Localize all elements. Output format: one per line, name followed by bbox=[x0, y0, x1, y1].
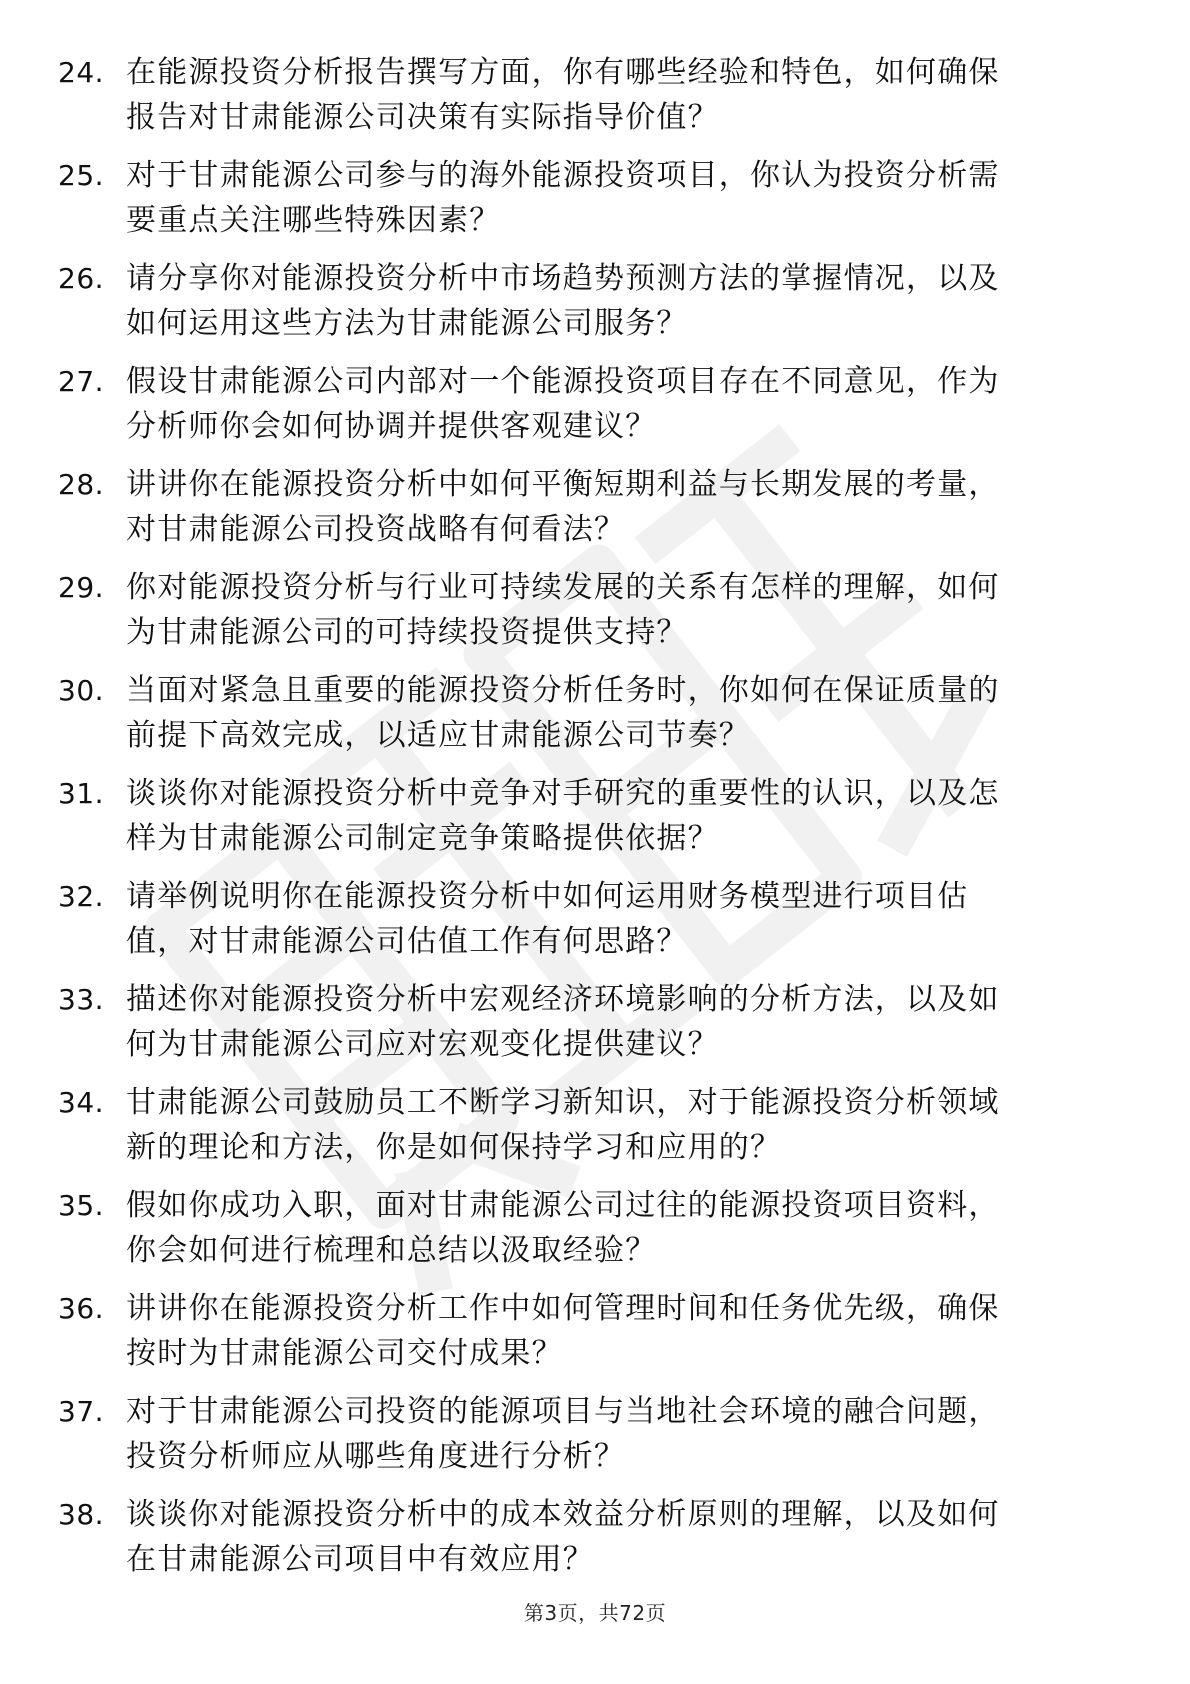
question-number: 26. bbox=[58, 262, 105, 295]
question-number: 28. bbox=[58, 468, 105, 501]
question-number: 24. bbox=[58, 56, 105, 89]
question-number: 32. bbox=[58, 880, 105, 913]
question-line: 甘肃能源公司鼓励员工不断学习新知识，对于能源投资分析领域 bbox=[126, 1085, 1000, 1120]
question-number: 37. bbox=[58, 1395, 105, 1428]
question-number: 31. bbox=[58, 777, 105, 810]
question-text bbox=[126, 565, 1126, 655]
question-number: 30. bbox=[58, 674, 105, 707]
question-line: 请分享你对能源投资分析中市场趋势预测方法的掌握情况，以及 bbox=[126, 261, 1000, 296]
question-item bbox=[58, 1389, 1128, 1492]
question-line: 请举例说明你在能源投资分析中如何运用财务模型进行项目估 bbox=[126, 879, 969, 914]
question-text bbox=[126, 771, 1126, 861]
question-line: 按时为甘肃能源公司交付成果？ bbox=[126, 1336, 563, 1371]
question-number: 25. bbox=[58, 159, 105, 192]
question-text bbox=[126, 462, 1126, 552]
question-line: 在能源投资分析报告撰写方面，你有哪些经验和特色，如何确保 bbox=[126, 55, 1000, 90]
question-line: 在甘肃能源公司项目中有效应用？ bbox=[126, 1542, 594, 1577]
question-line: 描述你对能源投资分析中宏观经济环境影响的分析方法，以及如 bbox=[126, 982, 1000, 1017]
question-item bbox=[58, 977, 1128, 1080]
question-line: 投资分析师应从哪些角度进行分析？ bbox=[126, 1439, 626, 1474]
question-line: 对于甘肃能源公司参与的海外能源投资项目，你认为投资分析需 bbox=[126, 158, 1000, 193]
question-item bbox=[58, 874, 1128, 977]
question-text bbox=[126, 1389, 1126, 1479]
question-text bbox=[126, 977, 1126, 1067]
question-line: 假设甘肃能源公司内部对一个能源投资项目存在不同意见，作为 bbox=[126, 364, 1000, 399]
question-number: 33. bbox=[58, 983, 105, 1016]
question-number: 35. bbox=[58, 1189, 105, 1222]
question-text bbox=[126, 50, 1126, 140]
question-text bbox=[126, 874, 1126, 964]
question-line: 分析师你会如何协调并提供客观建议？ bbox=[126, 409, 657, 444]
question-item bbox=[58, 1286, 1128, 1389]
question-line: 谈谈你对能源投资分析中竞争对手研究的重要性的认识，以及怎 bbox=[126, 776, 1000, 811]
question-text bbox=[126, 668, 1126, 758]
question-item bbox=[58, 256, 1128, 359]
question-line: 新的理论和方法，你是如何保持学习和应用的？ bbox=[126, 1130, 782, 1165]
question-item bbox=[58, 359, 1128, 462]
question-text bbox=[126, 1183, 1126, 1273]
question-number: 38. bbox=[58, 1498, 105, 1531]
question-line: 对于甘肃能源公司投资的能源项目与当地社会环境的融合问题， bbox=[126, 1394, 1000, 1429]
question-number: 27. bbox=[58, 365, 105, 398]
question-text bbox=[126, 153, 1126, 243]
question-line: 你对能源投资分析与行业可持续发展的关系有怎样的理解，如何 bbox=[126, 570, 1000, 605]
question-number: 34. bbox=[58, 1086, 105, 1119]
question-item bbox=[58, 668, 1128, 771]
question-item bbox=[58, 1080, 1128, 1183]
question-line: 何为甘肃能源公司应对宏观变化提供建议？ bbox=[126, 1027, 719, 1062]
question-item bbox=[58, 153, 1128, 256]
question-line: 讲讲你在能源投资分析工作中如何管理时间和任务优先级，确保 bbox=[126, 1291, 1000, 1326]
question-text bbox=[126, 1492, 1126, 1582]
question-line: 讲讲你在能源投资分析中如何平衡短期利益与长期发展的考量， bbox=[126, 467, 1000, 502]
question-number: 36. bbox=[58, 1292, 105, 1325]
question-line: 为甘肃能源公司的可持续投资提供支持？ bbox=[126, 615, 688, 650]
question-item bbox=[58, 565, 1128, 668]
question-item bbox=[58, 1183, 1128, 1286]
question-line: 你会如何进行梳理和总结以汲取经验？ bbox=[126, 1233, 657, 1268]
question-line: 值，对甘肃能源公司估值工作有何思路？ bbox=[126, 924, 688, 959]
question-list bbox=[58, 50, 1128, 1595]
question-line: 要重点关注哪些特殊因素？ bbox=[126, 203, 501, 238]
question-line: 前提下高效完成，以适应甘肃能源公司节奏？ bbox=[126, 718, 750, 753]
question-item bbox=[58, 50, 1128, 153]
question-line: 谈谈你对能源投资分析中的成本效益分析原则的理解，以及如何 bbox=[126, 1497, 1000, 1532]
question-item bbox=[58, 771, 1128, 874]
question-line: 样为甘肃能源公司制定竞争策略提供依据？ bbox=[126, 821, 719, 856]
question-text bbox=[126, 359, 1126, 449]
question-line: 对甘肃能源公司投资战略有何看法？ bbox=[126, 512, 626, 547]
question-line: 报告对甘肃能源公司决策有实际指导价值？ bbox=[126, 100, 719, 135]
question-item bbox=[58, 462, 1128, 565]
question-text bbox=[126, 256, 1126, 346]
question-line: 如何运用这些方法为甘肃能源公司服务？ bbox=[126, 306, 688, 341]
question-item bbox=[58, 1492, 1128, 1595]
question-line: 假如你成功入职，面对甘肃能源公司过往的能源投资项目资料， bbox=[126, 1188, 1000, 1223]
question-text bbox=[126, 1286, 1126, 1376]
question-text bbox=[126, 1080, 1126, 1170]
page-footer: 第3页，共72页 bbox=[523, 1601, 667, 1625]
question-number: 29. bbox=[58, 571, 105, 604]
question-line: 当面对紧急且重要的能源投资分析任务时，你如何在保证质量的 bbox=[126, 673, 1000, 708]
